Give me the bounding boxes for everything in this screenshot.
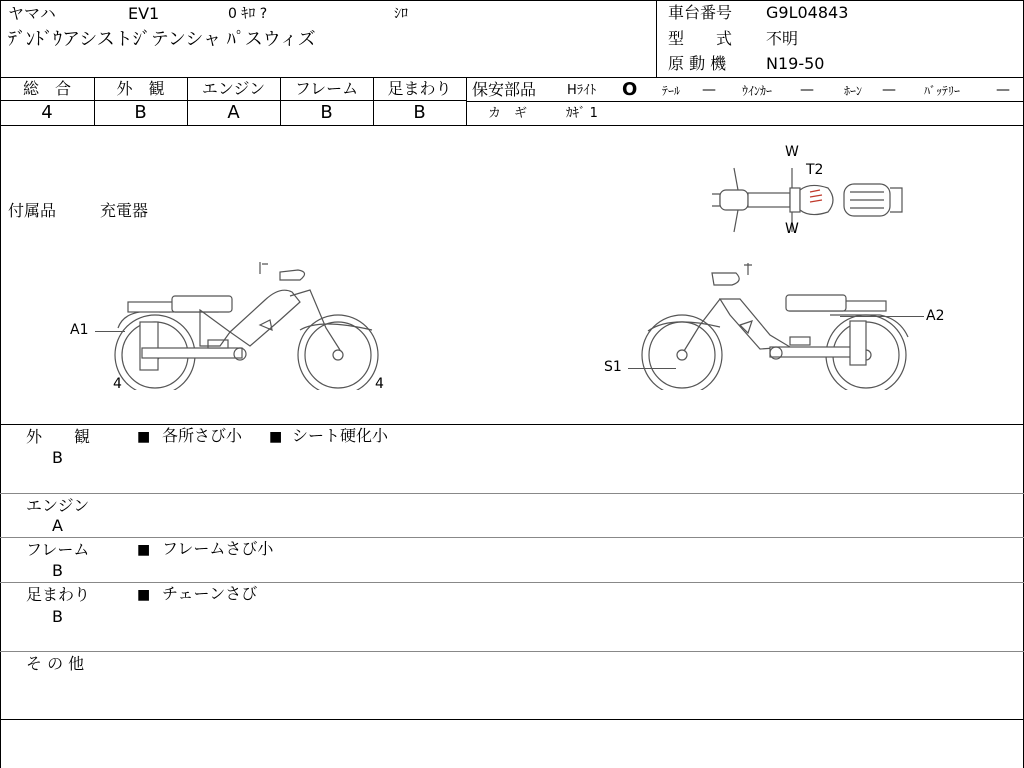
headlight-label: Hﾗｲﾄ: [567, 83, 597, 98]
remark-other-label: そ の 他: [26, 654, 85, 673]
battery-value: —: [996, 82, 1010, 98]
mark-s1: S1: [604, 359, 622, 375]
mark-w-bottom: W: [785, 221, 799, 237]
exterior-grade: B: [134, 102, 147, 123]
engine-grade: A: [227, 102, 240, 123]
bullet-icon: ■: [269, 429, 283, 445]
remark-suspension-note-1: チェーンさび: [162, 584, 258, 603]
remark-engine-label: エンジン: [26, 496, 90, 515]
remark-frame-note-1: フレームさび小: [162, 539, 274, 558]
engine-grade-label: エンジン: [201, 79, 266, 98]
remark-exterior-grade: B: [52, 448, 63, 467]
accessories-label: 付属品: [8, 201, 57, 220]
bullet-icon: ■: [137, 587, 151, 603]
border-top: [0, 0, 1024, 1]
remark-exterior-label: 外 観: [26, 427, 91, 446]
grade-mid-line: [0, 100, 466, 101]
horn-label: ﾎｰﾝ: [844, 84, 863, 98]
headlight-value: O: [622, 79, 638, 100]
bike-right-side-diagram: [640, 255, 920, 390]
remark-suspension-label: 足まわり: [26, 585, 91, 604]
model-code: EV1: [128, 4, 160, 23]
mark-t2: T2: [806, 162, 824, 178]
grade-row-bottom: [0, 125, 1024, 126]
exterior-label: 外 観: [116, 79, 165, 98]
engine-label: 原 動 機: [668, 54, 727, 73]
safety-label: 保安部品: [472, 80, 537, 99]
remark-engine-grade: A: [52, 516, 63, 535]
winker-label: ｳｲﾝｶｰ: [742, 84, 773, 98]
bullet-icon: ■: [137, 542, 151, 558]
mileage: 0 ｷﾛ ?: [228, 6, 268, 22]
bullet-icon: ■: [137, 429, 151, 445]
maker-name: ヤマハ: [8, 4, 56, 23]
leader-s1: [628, 368, 676, 369]
key-label: カ ギ: [488, 106, 528, 121]
taillight-value: —: [702, 82, 716, 98]
suspension-grade-label: 足まわり: [387, 79, 452, 98]
overall-grade: 4: [41, 102, 53, 123]
mark-a2: A2: [926, 308, 945, 324]
safety-mid-line: [466, 101, 1024, 102]
frame-grade: B: [320, 102, 333, 123]
key-value: ｶｷﾞ 1: [566, 106, 598, 121]
mark-a1: A1: [70, 322, 89, 338]
remark-exterior-note-2: シート硬化小: [292, 426, 389, 445]
accessories-value: 充電器: [100, 201, 149, 220]
mark-left-rear: 4: [113, 376, 122, 392]
frame-no: G9L04843: [766, 3, 849, 22]
remarks-divider: [0, 537, 1024, 538]
remarks-divider: [0, 493, 1024, 494]
remarks-divider: [0, 582, 1024, 583]
horn-value: —: [882, 82, 896, 98]
body-color: ｼﾛ: [394, 6, 408, 22]
leader-a2: [840, 316, 924, 317]
header-divider: [656, 0, 657, 77]
mark-w-top: W: [785, 144, 799, 160]
type-value: 不明: [766, 29, 799, 48]
model-name: ﾃﾞﾝﾄﾞｳアシストｼﾞテンシャ ﾊﾟスウィズ: [8, 29, 316, 50]
leader-a1: [95, 331, 125, 332]
remarks-top: [0, 424, 1024, 425]
type-label: 型 式: [668, 29, 733, 48]
remark-suspension-grade: B: [52, 607, 63, 626]
remark-exterior-note-1: 各所さび小: [162, 426, 243, 445]
frame-no-label: 車台番号: [668, 3, 733, 22]
mark-left-front: 4: [375, 376, 384, 392]
battery-label: ﾊﾞｯﾃﾘｰ: [924, 84, 961, 98]
winker-value: —: [800, 82, 814, 98]
remarks-bottom: [0, 719, 1024, 720]
remark-frame-label: フレーム: [26, 540, 90, 559]
grade-row-top: [0, 77, 1024, 78]
taillight-label: ﾃｰﾙ: [662, 84, 681, 98]
suspension-grade: B: [413, 102, 426, 123]
remarks-divider: [0, 651, 1024, 652]
overall-label: 総 合: [22, 79, 71, 98]
frame-grade-label: フレーム: [294, 79, 359, 98]
bike-left-side-diagram: [100, 250, 390, 390]
engine-value: N19-50: [766, 54, 825, 73]
remark-frame-grade: B: [52, 561, 63, 580]
